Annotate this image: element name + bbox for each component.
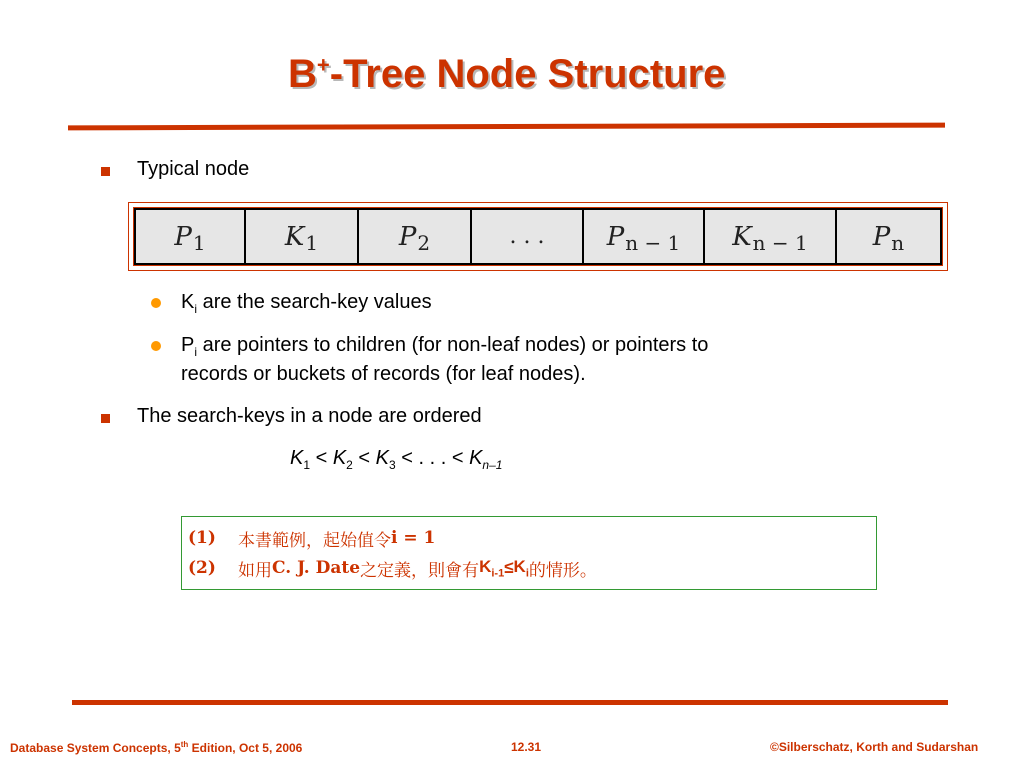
bullet-dot-icon [151,341,161,351]
footer-book-title: Database System Concepts, 5th Edition, Oct 5, 2006 [10,740,303,755]
node-cell-pn-1: P n − 1 [584,210,705,263]
bullet-square-icon [101,414,110,423]
bullet-ordered: The search-keys in a node are ordered [137,405,482,427]
node-cell-k1: K 1 [246,210,359,263]
bullet-square-icon [101,167,110,176]
sub-bullet-keys: $K_i$ are the search-key values [181,291,432,316]
node-cell-p2: P 2 [359,210,472,263]
slide-title: B+-Tree Node Structure [288,52,726,96]
footer-copyright: ©Silberschatz, Korth and Sudarshan [770,740,979,754]
footer-rule [72,700,948,705]
node-cell-kn-1: K n − 1 [705,210,837,263]
title-underline [68,123,945,131]
ki-symbol: $K_i$ [513,556,529,580]
note-line-2: (2) 如用 C. J. Date 之定義，則會有 $K_{i-1}$ ≤ $K_i$ 的情形。 [188,556,597,581]
note-line-1: (1) 本書範例，起始值令 i = 1 [188,528,436,551]
key-order-formula: $K_1 < K_2 < K_3$ < . . . < $K_{n-1}$ [290,447,503,472]
sub-bullet-pointers-cont: records or buckets of records (for leaf nodes). [181,363,586,385]
node-cell-ellipsis: . . . [472,210,584,263]
bullet-dot-icon [151,298,161,308]
node-cell-pn: P n [872,221,905,255]
note-box [181,516,877,590]
sub-bullet-pointers: $P_i$ are pointers to children (for non-leaf nodes) or pointers to [181,334,709,359]
node-cell-p1: P 1 [136,210,246,263]
node-structure-table [134,208,942,265]
footer-slide-number: 12.31 [511,740,542,754]
bullet-typical-node: Typical node [137,158,250,180]
ki-1-symbol: $K_{i-1}$ [479,556,505,580]
